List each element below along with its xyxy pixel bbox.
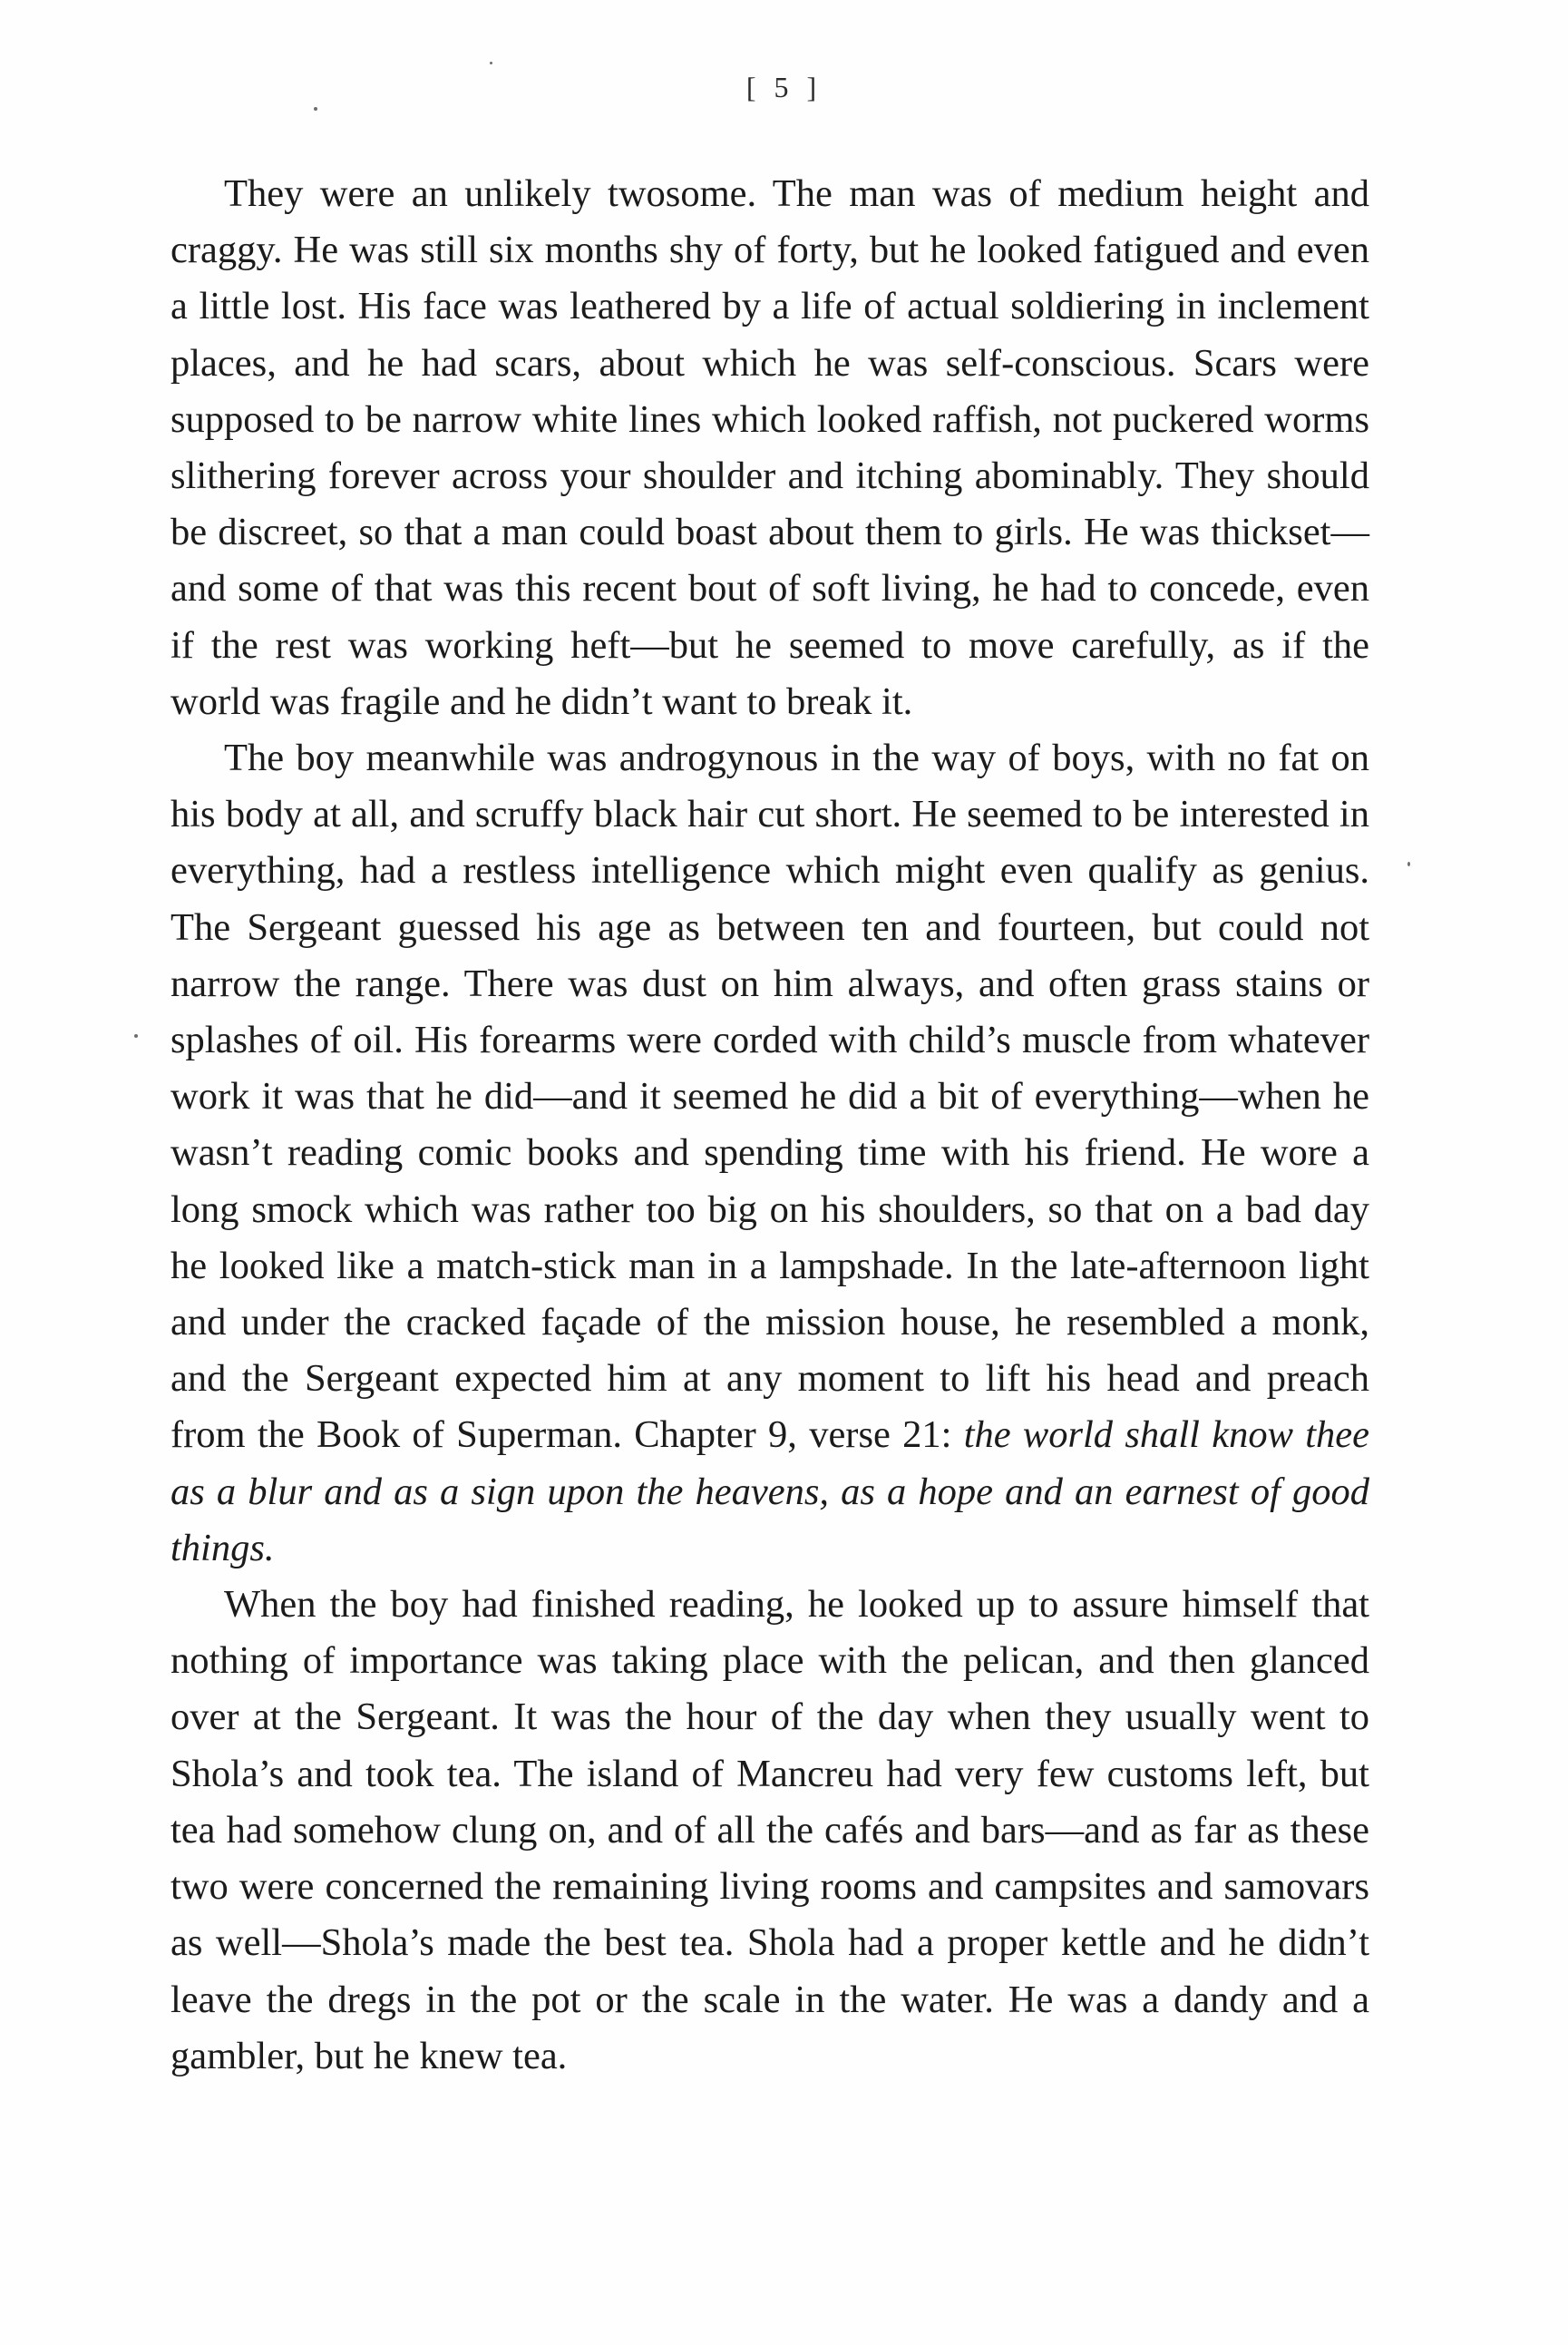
paragraph-2-text: The boy meanwhile was androgynous in the way of boys, with no fat on his body at all, and scruffy black hair cut short. He seemed to be interested in everything, had a restless intelligence which might even qualify as genius. The Sergeant guessed his age as between ten and fourteen, but could not narrow the range. There was dust on him always, and often grass stains or splashes of oil. His forearms were corded with child’s muscle from whatever work it was that he did—and it seemed he did a bit of everything—when he wasn’t reading comic books and spending time with his friend. He wore a long smock which was rather too big on his shoulders, so that on a bad day he looked like a match-stick man in a lampshade. In the late-afternoon light and under the cracked façade of the mission house, he resembled a monk, and the Sergeant expected him at any moment to lift his head and preach from the Book of Superman. Chapter 9, verse 21: — [170, 737, 1369, 1457]
paragraph-3 — [170, 1577, 1369, 2085]
scan-speck — [314, 107, 317, 111]
paragraph-2-italic-quote: the world shall know thee as a blur and as a sign upon the heavens, as a hope and an earnest of good things. — [170, 1413, 1369, 1569]
paragraph-1 — [170, 166, 1369, 730]
paragraph-3-text: When the boy had finished reading, he looked up to assure himself that nothing of importance was taking place with the pelican, and then glanced over at the Sergeant. It was the hour of the day when they usually went to Shola’s and took tea. The island of Mancreu had very few customs left, but tea had somehow clung on, and of all the cafés and bars—and as far as these two were concerned the remaining living rooms and campsites and samovars as well—Shola’s made the best tea. Shola had a proper kettle and he didn’t leave the dregs in the pot or the scale in the water. He was a dandy and a gambler, but he knew tea. — [170, 1583, 1369, 2077]
scan-speck — [1407, 862, 1410, 866]
paragraph-1-text: They were an unlikely twosome. The man was of medium height and craggy. He was still six months shy of forty, but he looked fatigued and even a little lost. His face was leathered by a life of actual soldiering in inclement places, and he had scars, about which he was self-conscious. Scars were supposed to be narrow white lines which looked raffish, not puckered worms slithering forever across your shoulder and itching abominably. They should be discreet, so that a man could boast about them to girls. He was thickset—and some of that was this recent bout of soft living, he had to concede, even if the rest was working heft—but he seemed to move carefully, as if the world was fragile and he didn’t want to break it. — [170, 172, 1369, 723]
scan-speck — [134, 1034, 138, 1038]
scan-speck — [490, 62, 492, 64]
paragraph-2 — [170, 730, 1369, 1577]
page-number: [ 5 ] — [745, 71, 823, 103]
body-text — [170, 166, 1369, 2085]
